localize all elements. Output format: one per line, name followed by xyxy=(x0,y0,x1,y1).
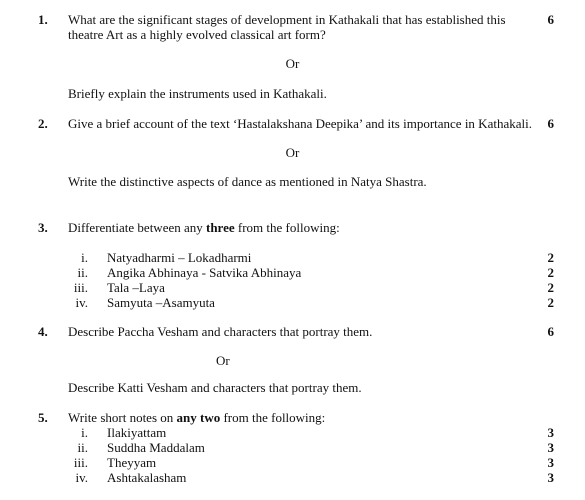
question-text-continued: theatre Art as a highly evolved classical art form? xyxy=(68,27,326,42)
sub-item-number: ii. xyxy=(77,440,88,455)
alternative-question-text: Write the distinctive aspects of dance as mentioned in Natya Shastra. xyxy=(68,174,427,189)
question-text-part: Write short notes on xyxy=(68,410,177,425)
alternative-question-text: Briefly explain the instruments used in Kathakali. xyxy=(68,86,327,101)
sub-item-marks: 2 xyxy=(547,280,554,295)
question-number: 4. xyxy=(38,324,48,339)
sub-item-marks: 3 xyxy=(547,425,554,440)
sub-item-number: iv. xyxy=(75,470,88,485)
sub-item-text: Natyadharmi – Lokadharmi xyxy=(107,250,252,265)
sub-item-text: Samyuta –Asamyuta xyxy=(107,295,215,310)
sub-item-marks: 3 xyxy=(547,455,554,470)
question-text: What are the significant stages of development in Kathakali that has established this xyxy=(68,12,506,27)
sub-item-marks: 2 xyxy=(547,265,554,280)
sub-item-text: Theyyam xyxy=(107,455,157,470)
question-marks: 6 xyxy=(547,116,554,131)
or-separator: Or xyxy=(285,145,300,160)
sub-item-marks: 2 xyxy=(547,250,554,265)
question-text-part: from the following: xyxy=(220,410,326,425)
question-number: 5. xyxy=(38,410,48,425)
sub-item-marks: 3 xyxy=(547,440,554,455)
question-text-emphasis: any two xyxy=(176,410,221,425)
alternative-question-text: Describe Katti Vesham and characters that portray them. xyxy=(68,380,362,395)
question-text-part: from the following: xyxy=(234,220,340,235)
question-text xyxy=(68,410,325,425)
sub-item-text: Ilakiyattam xyxy=(107,425,167,440)
question-number: 2. xyxy=(38,116,48,131)
sub-item-number: ii. xyxy=(77,265,88,280)
sub-item-marks: 2 xyxy=(547,295,554,310)
sub-item-number: i. xyxy=(81,425,88,440)
question-text: Describe Paccha Vesham and characters that portray them. xyxy=(68,324,373,339)
question-text-part: Differentiate between any xyxy=(68,220,206,235)
sub-item-text: Suddha Maddalam xyxy=(107,440,205,455)
sub-item-number: iii. xyxy=(73,455,88,470)
sub-item-number: i. xyxy=(81,250,88,265)
question-text-emphasis: three xyxy=(206,220,235,235)
or-separator: Or xyxy=(285,56,300,71)
sub-item-marks: 3 xyxy=(547,470,554,485)
sub-item-number: iii. xyxy=(73,280,88,295)
question-text xyxy=(68,220,340,235)
question-number: 3. xyxy=(38,220,48,235)
or-separator: Or xyxy=(216,353,230,368)
question-marks: 6 xyxy=(547,12,554,27)
question-number: 1. xyxy=(38,12,48,27)
question-text: Give a brief account of the text ‘Hastalakshana Deepika’ and its importance in Kathakali. xyxy=(68,116,532,131)
sub-item-text: Tala –Laya xyxy=(107,280,165,295)
sub-item-text: Angika Abhinaya - Satvika Abhinaya xyxy=(107,265,302,280)
sub-item-number: iv. xyxy=(75,295,88,310)
sub-item-text: Ashtakalasham xyxy=(107,470,187,485)
question-marks: 6 xyxy=(547,324,554,339)
